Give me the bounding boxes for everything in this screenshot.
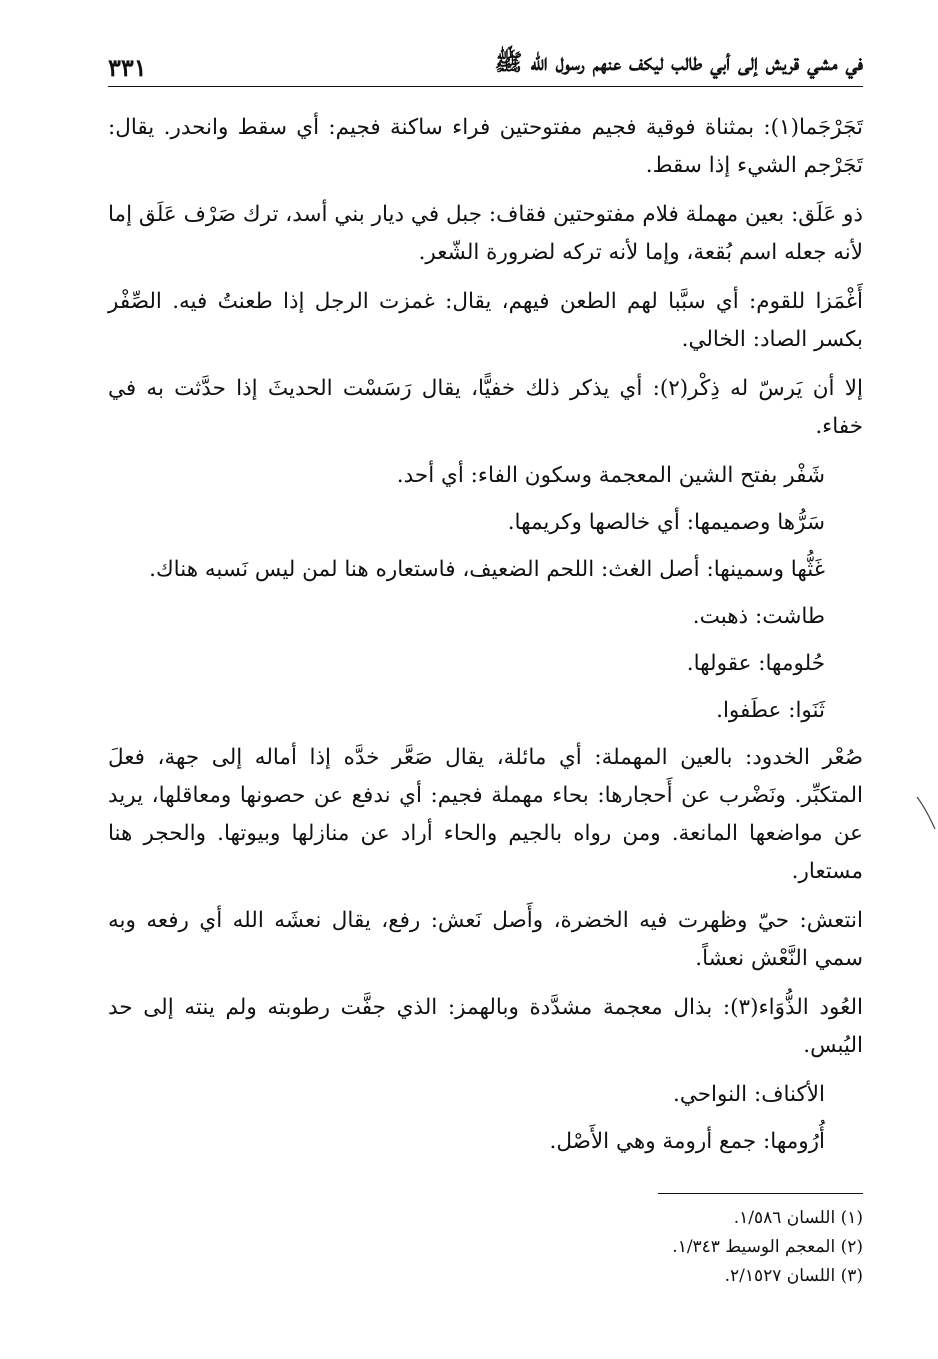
page-number: ٣٣١ [108,53,147,82]
footnote-3: (٣) اللسان ٢/١٥٢٧. [724,1266,863,1286]
glossary-entry-hulumuha: حُلومها: عقولها. [686,651,825,676]
glossary-entry-yarussu: إلا أن يَرسّ له ذِكْر(٢): أي يذكر ذلك خفيًّا، يقال رَسَسْت الحديثَ إذا حدَّثت به في خفاء. [108,376,863,439]
footnote-2: (٢) المعجم الوسيط ١/٣٤٣. [672,1237,863,1257]
footnote-1: (١) اللسان ١/٥٨٦. [733,1208,863,1228]
glossary-entry-ghaththuha: غَثُّها وسمينها: أصل الغث: اللحم الضعيف، فاستعاره هنا لمن ليس نَسبه هناك. [149,557,825,582]
footnote-divider [658,1193,863,1194]
glossary-entry-tashat: طاشت: ذهبت. [692,604,825,629]
body-text [108,109,863,1161]
glossary-entry-shafr: شَفْر بفتح الشين المعجمة وسكون الفاء: أي أحد. [396,463,825,488]
running-header [108,28,863,87]
glossary-entry-sarruha: سَرُّها وصميمها: أي خالصها وكريمها. [507,510,825,535]
glossary-entry-thanaw: ثَنَوا: عطَفوا. [716,698,825,723]
margin-pen-mark [916,795,936,835]
glossary-entry-intaasha: انتعش: حيّ وظهرت فيه الخضرة، وأَصل نَعش: رفع، يقال نعشَه الله أي رفعه وبه سمي النَّعْش نعشاً. [108,908,863,971]
running-header-title: في مشي قريش إلى أبي طالب ليكف عنهم رسول الله ﷺ [494,49,863,76]
glossary-entry-aghmaza: أَغْمَزا للقوم: أي سبَّبا لهم الطعن فيهم، يقال: غمزت الرجل إذا طعنتُ فيه. الصِّفْر بكسر الصاد: الخالي. [108,289,863,352]
footnotes [108,1204,863,1291]
book-page [108,28,863,1328]
glossary-entry-al-aknaf: الأكناف: النواحي. [672,1082,825,1107]
glossary-entry-dhu-alaq: ذو عَلَق: بعين مهملة فلام مفتوحتين فقاف: جبل في ديار بني أسد، ترك صَرْف عَلَق إما لأنه جعله اسم بُقعة، وإما لأنه تركه لضرورة الشّعر. [108,202,863,265]
glossary-entry-al-ud-al-dhuwa: العُود الذُّوَاء(٣): بذال معجمة مشدَّدة وبالهمز: الذي جفَّت رطوبته ولم ينته إلى حد اليُبس. [108,995,863,1058]
glossary-entry-urumuha: أُرُومها: جمع أرومة وهي الأَصْل. [549,1129,825,1154]
glossary-entry-tajarjama: تَجَرْجَما(١): بمثناة فوقية فجيم مفتوحتين فراء ساكنة فجيم: أي سقط وانحدر. يقال: تَجَرْجم الشيء إذا سقط. [108,115,863,178]
glossary-entry-suar-al-khudud: صُعْر الخدود: بالعين المهملة: أي مائلة، يقال صَعَّر خدَّه إذا أماله إلى جهة، فعلَ المتكبِّر. ونَضْرب عن أَحجارها: بحاء مهملة فجيم: أي ندفع عن حصونها ومعاقلها، يريد عن مواضعها المانعة. ومن رواه بالجيم والحاء أراد عن منازلها وبيوتها. والحجر هنا مستعار. [108,745,863,884]
